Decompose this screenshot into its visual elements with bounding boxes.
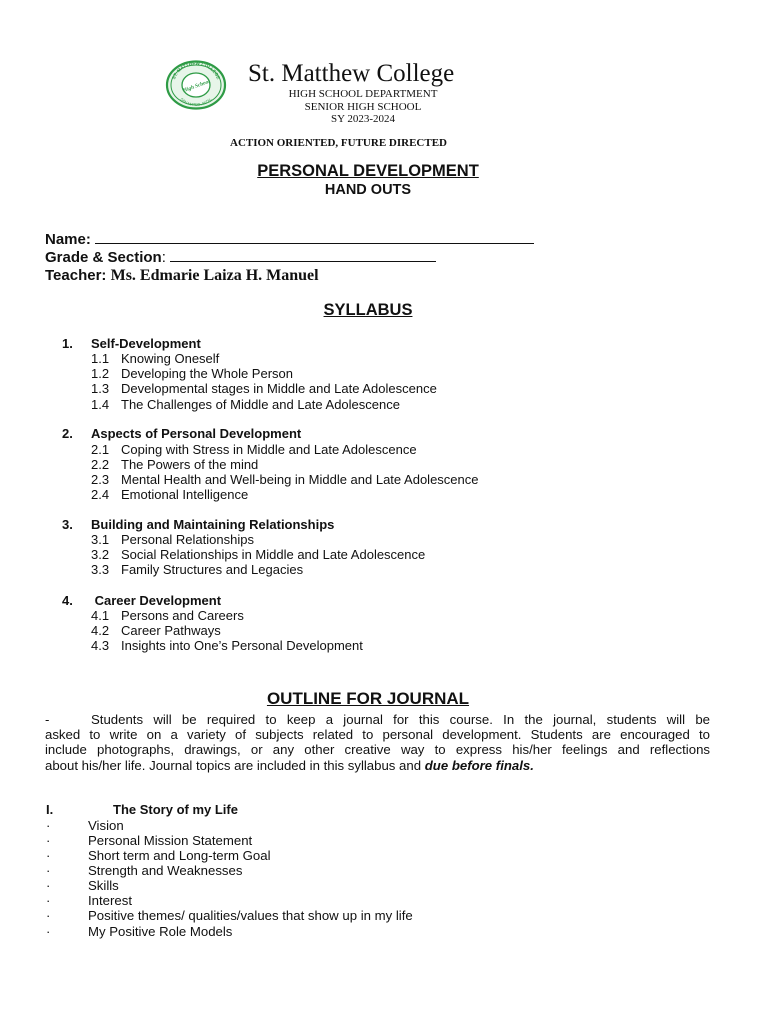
- syllabus-item: 1.1 Knowing Oneself: [91, 351, 220, 366]
- school-motto: ACTION ORIENTED, FUTURE DIRECTED: [230, 137, 447, 149]
- syllabus-heading: SYLLABUS: [323, 301, 413, 319]
- grade-section-field[interactable]: [45, 249, 436, 266]
- teacher-name: Ms. Edmarie Laiza H. Manuel: [110, 267, 319, 284]
- name-blank-line[interactable]: [95, 231, 534, 244]
- syllabus-section: 1. Self-Development: [62, 336, 201, 351]
- syllabus-item: 1.4 The Challenges of Middle and Late Adolescence: [91, 397, 400, 412]
- syllabus-item: 3.1 Personal Relationships: [91, 532, 254, 547]
- syllabus-item: 2.1 Coping with Stress in Middle and Late Adolescence: [91, 442, 417, 457]
- syllabus-item: 2.2 The Powers of the mind: [91, 457, 259, 472]
- grade-label: Grade & Section: [45, 249, 162, 266]
- syllabus-item: 2.3 Mental Health and Well-being in Middle and Late Adolescence: [91, 472, 479, 487]
- seal-top-text: ST. MATTHEW COLLEGE: [171, 60, 221, 80]
- seal-icon: [165, 60, 227, 110]
- syllabus-item: 4.2 Career Pathways: [91, 623, 221, 638]
- syllabus-item: 1.2 Developing the Whole Person: [91, 366, 293, 381]
- seal-center-text: High School: [182, 78, 211, 95]
- doc-type: HAND OUTS: [324, 182, 412, 198]
- journal-item: · Skills: [46, 878, 119, 893]
- syllabus-item: 1.3 Developmental stages in Middle and Late Adolescence: [91, 381, 437, 396]
- syllabus-item: 4.3 Insights into One’s Personal Development: [91, 638, 363, 653]
- journal-heading: OUTLINE FOR JOURNAL: [266, 689, 470, 708]
- college-name: St. Matthew College: [248, 60, 455, 87]
- school-year: SY 2023-2024: [330, 113, 396, 125]
- journal-item: · Vision: [46, 818, 124, 833]
- name-label: Name:: [45, 231, 91, 248]
- journal-item: · Short term and Long-term Goal: [46, 848, 271, 863]
- paragraph-line: asked to write on a variety of subjects related to personal development. Students are encouraged to: [45, 727, 710, 743]
- seal-bottom-text: SAN MATEO, RIZAL: [179, 97, 213, 108]
- syllabus-section: 4. Career Development: [62, 593, 222, 608]
- journal-section: I. The Story of my Life: [46, 802, 238, 817]
- paragraph-line: - Students will be required to keep a journal for this course. In the journal, students will be: [45, 712, 710, 727]
- journal-item: · Personal Mission Statement: [46, 833, 253, 848]
- paragraph-line: about his/her life. Journal topics are included in this syllabus and due before finals.: [45, 757, 534, 773]
- journal-item: · Interest: [46, 893, 132, 908]
- subject-title: PERSONAL DEVELOPMENT: [257, 162, 479, 180]
- syllabus-item: 3.2 Social Relationships in Middle and Late Adolescence: [91, 547, 426, 562]
- name-field[interactable]: [45, 231, 534, 248]
- syllabus-item: 4.1 Persons and Careers: [91, 608, 244, 623]
- journal-paragraph: [45, 712, 710, 773]
- grade-colon: :: [161, 249, 166, 266]
- journal-item: · My Positive Role Models: [46, 924, 233, 939]
- grade-blank-line[interactable]: [170, 249, 436, 262]
- journal-item: · Strength and Weaknesses: [46, 863, 243, 878]
- journal-item: · Positive themes/ qualities/values that show up in my life: [46, 908, 413, 923]
- due-emphasis: due before finals.: [424, 757, 534, 773]
- paragraph-line: include photographs, drawings, or any other creative way to express his/her feelings and reflections: [45, 742, 710, 758]
- syllabus-section: 3. Building and Maintaining Relationships: [62, 517, 335, 532]
- level-line: SENIOR HIGH SCHOOL: [304, 101, 422, 113]
- teacher-row: [45, 267, 319, 285]
- department-line: HIGH SCHOOL DEPARTMENT: [288, 88, 438, 100]
- school-logo: [165, 60, 227, 110]
- syllabus-section: 2. Aspects of Personal Development: [62, 426, 302, 441]
- syllabus-item: 2.4 Emotional Intelligence: [91, 487, 249, 502]
- syllabus-item: 3.3 Family Structures and Legacies: [91, 562, 304, 577]
- teacher-label: Teacher:: [45, 267, 107, 284]
